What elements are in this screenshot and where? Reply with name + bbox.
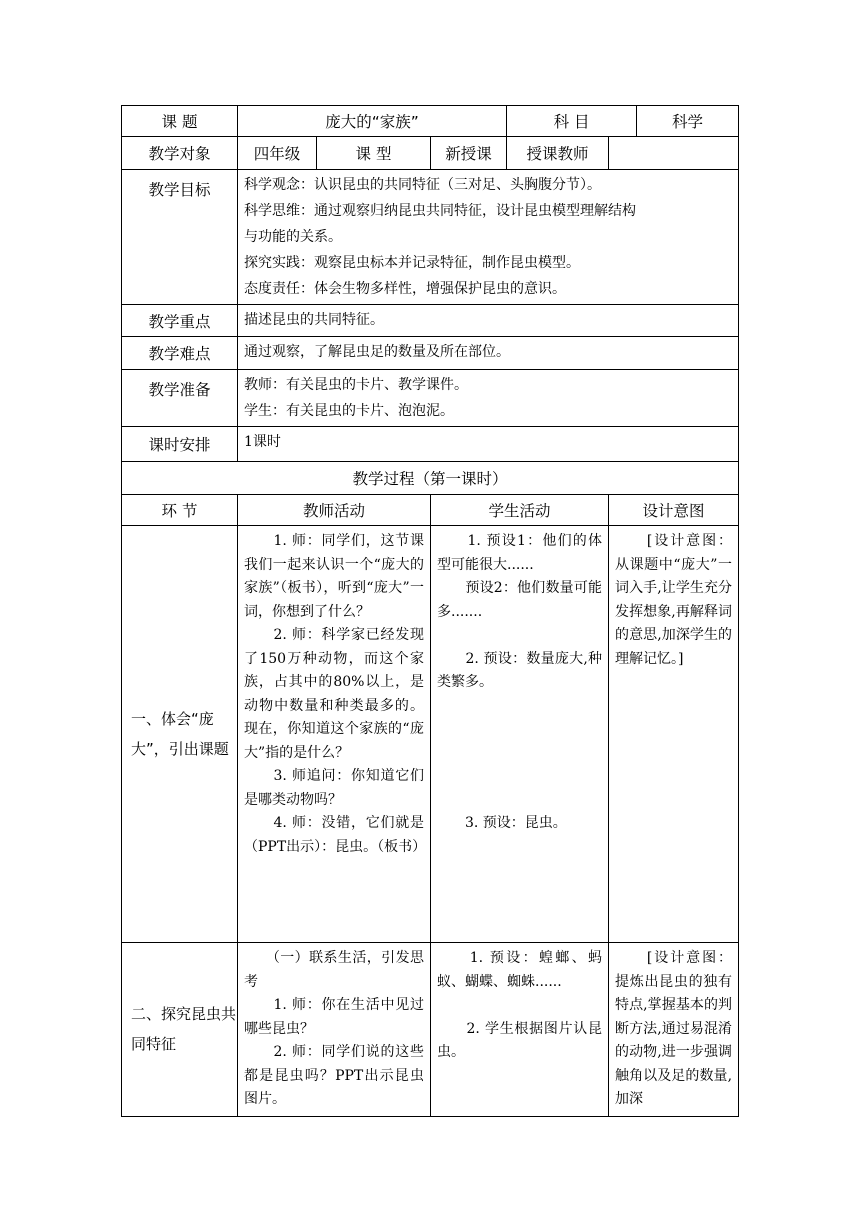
teacher-activity-para: 1. 师：同学们，这节课我们一起来认识一个“庞大的家族”（板书），听到“庞大”一词，你想到了什么？: [244, 533, 424, 620]
preparation-line: 学生：有关昆虫的卡片、泡泡泥。: [244, 403, 454, 419]
stage-cell: 二、探究昆虫共同特征: [122, 943, 238, 1117]
preparation-line: 教师：有关昆虫的卡片、教学课件。: [244, 377, 468, 393]
schedule-row: [122, 427, 739, 462]
teacher-activity-para: 1. 师：你在生活中见过哪些昆虫？: [244, 997, 424, 1037]
student-activity-spacer: [437, 789, 602, 813]
schedule-line: 1课时: [244, 434, 281, 450]
student-activity-para: 3. 预设：昆虫。: [437, 815, 567, 831]
teacher-label: 授课教师: [507, 137, 609, 170]
student-activity-spacer: [437, 765, 602, 789]
audience-row: [122, 137, 739, 170]
key-point-row: [122, 305, 739, 337]
type-value: 新授课: [431, 137, 507, 170]
difficulty-line: 通过观察，了解昆虫足的数量及所在部位。: [244, 344, 510, 360]
key-point-line: 描述昆虫的共同特征。: [244, 312, 384, 328]
lesson-plan-table: [121, 105, 739, 1117]
process-row: [122, 943, 739, 1117]
student-activity-para: 2. 学生根据图片认昆虫。: [437, 1020, 603, 1060]
audience-label: 教学对象: [122, 137, 238, 170]
topic-row: [122, 106, 739, 137]
key-point-text: [238, 305, 739, 337]
student-activity-cell: [431, 943, 609, 1117]
preparation-label: 教学准备: [122, 370, 238, 427]
preparation-text: [238, 370, 739, 427]
goals-text: [238, 170, 739, 305]
goals-line: 态度责任：体会生物多样性，增强保护昆虫的意识。: [244, 281, 566, 297]
difficulty-label: 教学难点: [122, 337, 238, 370]
preparation-row: [122, 370, 739, 427]
student-activity-cell: [431, 526, 609, 943]
subject-label: 科 目: [507, 106, 637, 137]
student-activity-spacer: [437, 695, 602, 719]
col-intent-header: 设计意图: [609, 495, 739, 526]
teacher-activity-para: 2. 师：同学们说的这些都是昆虫吗？PPT出示昆虫图片。: [244, 1044, 424, 1107]
teacher-activity-para: 3. 师追问：你知道它们是哪类动物吗？: [244, 768, 424, 808]
teacher-activity-para: （一）联系生活，引发思考: [244, 950, 424, 990]
student-activity-spacer: [437, 994, 602, 1018]
stage-cell: 一、体会“庞大”，引出课题: [122, 526, 238, 943]
schedule-text: [238, 427, 739, 462]
process-row: [122, 526, 739, 943]
goals-line: 科学思维：通过观察归纳昆虫共同特征，设计昆虫模型理解结构: [244, 203, 636, 219]
key-point-label: 教学重点: [122, 305, 238, 337]
goals-label: 教学目标: [122, 170, 238, 305]
teacher-activity-cell: [238, 943, 431, 1117]
teacher-value: [609, 137, 739, 170]
student-activity-spacer: [437, 742, 602, 766]
goals-line: 科学观念：认识昆虫的共同特征（三对足、头胸腹分节）。: [244, 177, 601, 193]
teacher-activity-para: 2. 师：科学家已经发现了150万种动物，而这个家族，占其中的80%以上，是动物中数量和种类最多的。现在，你知道这个家族的“庞大”指的是什么？: [244, 627, 424, 761]
process-title: 教学过程（第一课时）: [122, 462, 739, 495]
student-activity-para: 1. 预设1：他们的体型可能很大......: [437, 533, 603, 573]
subject-value: 科学: [637, 106, 739, 137]
process-title-row: [122, 462, 739, 495]
teacher-activity-para: 4. 师：没错，它们就是（PPT出示）：昆虫。（板书）: [244, 815, 427, 855]
goals-line: 探究实践：观察昆虫标本并记录特征，制作昆虫模型。: [244, 255, 580, 271]
design-intent-cell: [设计意图：提炼出昆虫的独有特点,掌握基本的判断方法,通过易混淆的动物,进一步强调触角以及足的数量,加深: [609, 943, 739, 1117]
student-activity-para: 2. 预设：数量庞大,种类繁多。: [437, 650, 603, 690]
teacher-activity-cell: [238, 526, 431, 943]
difficulty-text: [238, 337, 739, 370]
student-activity-spacer: [437, 624, 602, 648]
student-activity-para: 1. 预设：蝗螂、蚂蚁、蝴蝶、蜘蛛......: [437, 950, 603, 990]
student-activity-para: 预设2：他们数量可能多.......: [437, 580, 603, 620]
design-intent-cell: [设计意图：从课题中“庞大”一词入手,让学生充分发挥想象,再解释词的意思,加深学生的理解记忆。]: [609, 526, 739, 943]
topic-value: 庞大的“家族”: [238, 106, 507, 137]
topic-label: 课 题: [122, 106, 238, 137]
schedule-label: 课时安排: [122, 427, 238, 462]
goals-line: 与功能的关系。: [244, 229, 342, 245]
col-stage-header: 环 节: [122, 495, 238, 526]
student-activity-spacer: [437, 718, 602, 742]
goals-row: [122, 170, 739, 305]
audience-value: 四年级: [238, 137, 317, 170]
col-teacher-header: 教师活动: [238, 495, 431, 526]
process-header-row: [122, 495, 739, 526]
col-student-header: 学生活动: [431, 495, 609, 526]
difficulty-row: [122, 337, 739, 370]
type-label: 课 型: [317, 137, 431, 170]
